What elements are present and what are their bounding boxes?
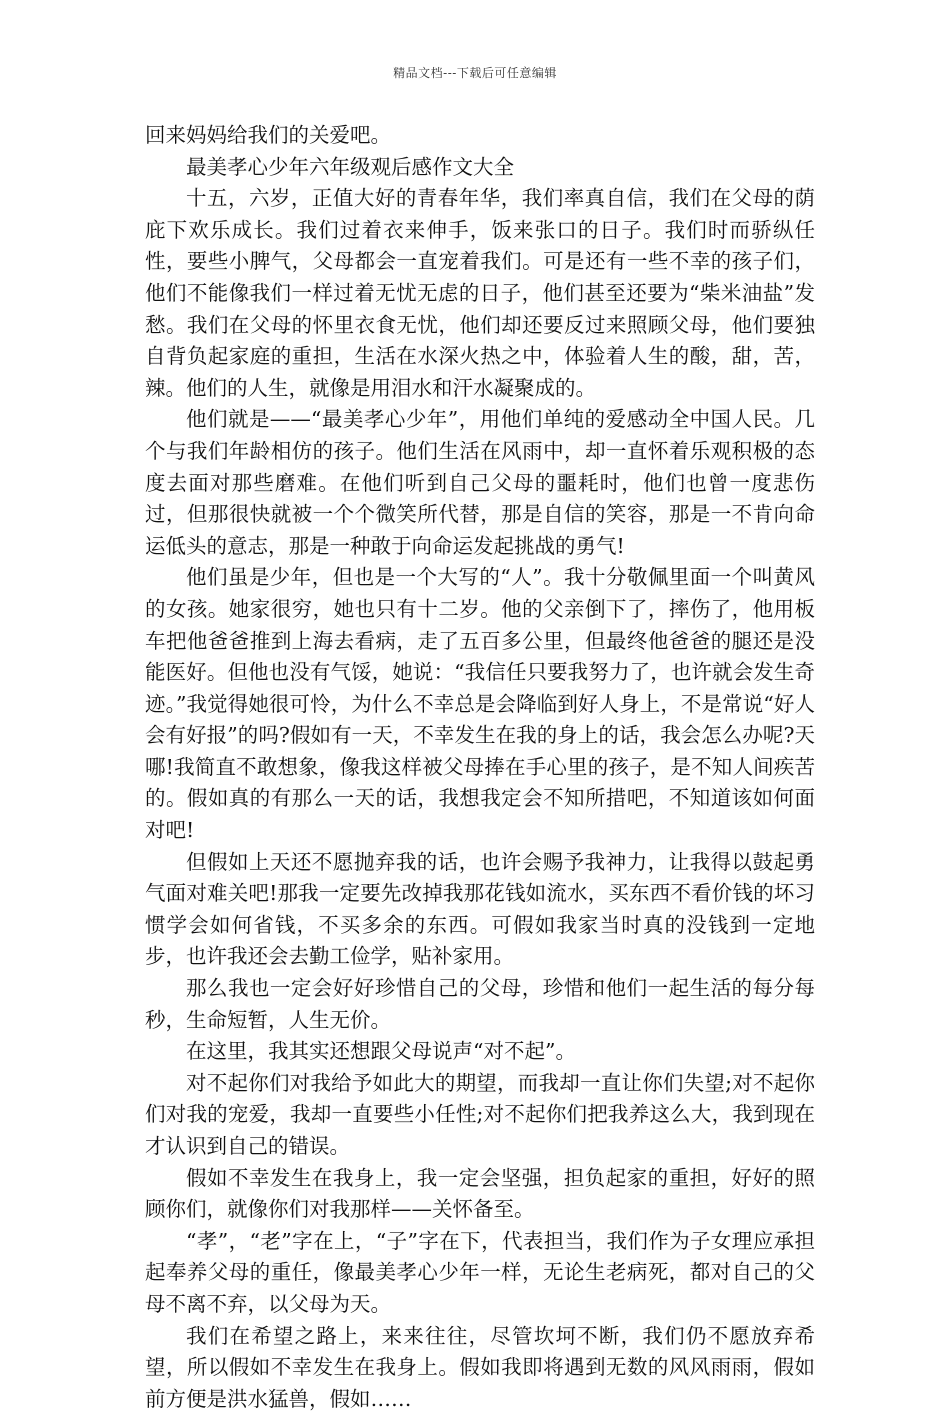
paragraph-continuation: 回来妈妈给我们的关爱吧。 xyxy=(145,123,391,147)
paragraph: 对不起你们对我给予如此大的期望，而我却一直让你们失望;对不起你们对我的宠爱，我却一直要些小任性;对不起你们把我养这么大，我到现在才认识到自己的错误。 xyxy=(145,1070,815,1158)
page-header: 精品文档---下载后可任意编辑 xyxy=(393,66,557,80)
paragraph: 在这里，我其实还想跟父母说声“对不起”。 xyxy=(186,1039,576,1064)
section-title: 最美孝心少年六年级观后感作文大全 xyxy=(186,154,514,179)
paragraph: 他们虽是少年，但也是一个大写的“人”。我十分敬佩里面一个叫黄风的女孩。她家很穷，她也只有十二岁。他的父亲倒下了，摔伤了，他用板车把他爸爸推到上海去看病，走了五百多公里，但最终他爸爸的腿还是没能医好。但他也没有气馁，她说：“我信任只要我努力了，也许就会发生奇迹。”我觉得她很可怜，为什么不幸总是会降临到好人身上，不是常说“好人会有好报”的吗?假如有一天，不幸发生在我的身上的话，我会怎么办呢?天哪!我简直不敢想象，像我这样被父母捧在手心里的孩子，是不知人间疾苦的。假如真的有那么一天的话，我想我定会不知所措吧，不知道该如何面对吧! xyxy=(145,565,815,843)
paragraph: 那么我也一定会好好珍惜自己的父母，珍惜和他们一起生活的每分每秒，生命短暂，人生无价。 xyxy=(145,976,815,1032)
paragraph: “孝”，“老”字在上，“子”字在下，代表担当，我们作为子女理应承担起奉养父母的重任，像最美孝心少年一样，无论生老病死，都对自己的父母不离不弃，以父母为天。 xyxy=(145,1228,815,1316)
paragraph: 假如不幸发生在我身上，我一定会坚强，担负起家的重担，好好的照顾你们，就像你们对我那样——关怀备至。 xyxy=(145,1165,815,1222)
document-body xyxy=(145,120,815,1415)
paragraph: 十五，六岁，正值大好的青春年华，我们率真自信，我们在父母的荫庇下欢乐成长。我们过着衣来伸手，饭来张口的日子。我们时而骄纵任性，要些小脾气，父母都会一直宠着我们。可是还有一些不幸的孩子们，他们不能像我们一样过着无忧无虑的日子，他们甚至还要为“柴米油盐”发愁。我们在父母的怀里衣食无忧，他们却还要反过来照顾父母，他们要独自背负起家庭的重担，生活在水深火热之中，体验着人生的酸，甜，苦，辣。他们的人生，就像是用泪水和汗水凝聚成的。 xyxy=(145,186,815,400)
paragraph: 我们在希望之路上，来来往往，尽管坎坷不断，我们仍不愿放弃希望，所以假如不幸发生在我身上。假如我即将遇到无数的风风雨雨，假如前方便是洪水猛兽，假如…… xyxy=(145,1323,815,1411)
paragraph: 但假如上天还不愿抛弃我的话，也许会赐予我神力，让我得以鼓起勇气面对难关吧!那我一定要先改掉我那花钱如流水，买东西不看价钱的坏习惯学会如何省钱，不买多余的东西。可假如我家当时真的没钱到一定地步，也许我还会去勤工俭学，贴补家用。 xyxy=(145,849,815,969)
paragraph: 他们就是——“最美孝心少年”，用他们单纯的爱感动全中国人民。几个与我们年龄相仿的孩子。他们生活在风雨中，却一直怀着乐观积极的态度去面对那些磨难。在他们听到自己父母的噩耗时，他们也曾一度悲伤过，但那很快就被一个个微笑所代替，那是自信的笑容，那是一不肯向命运低头的意志，那是一种敢于向命运发起挑战的勇气! xyxy=(145,407,815,558)
